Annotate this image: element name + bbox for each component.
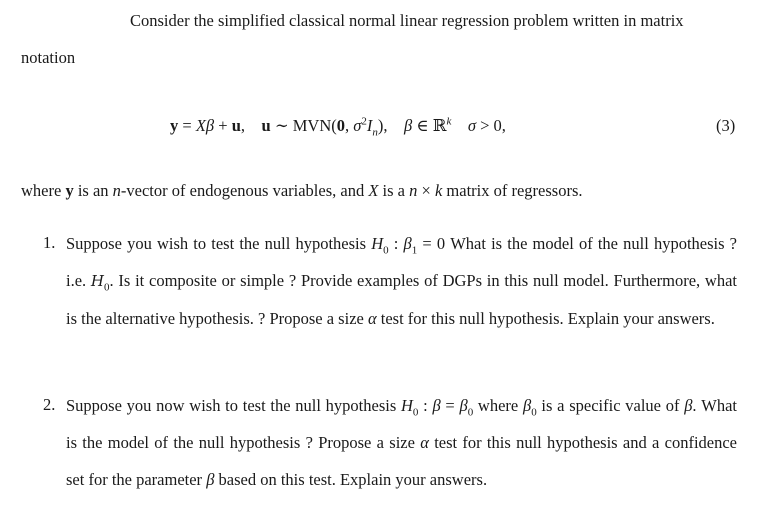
intro-text-line-2: notation <box>21 48 76 67</box>
eq-equals: = <box>178 116 196 135</box>
regression-equation <box>170 115 506 139</box>
q1-t2: What is the model of the null hypothesis ? i.e. <box>66 234 738 290</box>
where-t5: matrix of regressors. <box>442 181 583 200</box>
q2-h-sub: 0 <box>412 406 419 419</box>
q1-alpha: α <box>367 309 377 328</box>
question-1-text <box>66 225 737 337</box>
eq-close: ), <box>377 116 388 135</box>
eq-comma-end: , <box>501 116 506 135</box>
q2-beta: β <box>432 396 441 415</box>
q1-colon: : <box>388 234 404 253</box>
intro-text-line-1: Consider the simplified classical normal linear regression problem written in matrix <box>130 11 684 30</box>
where-t4: is a <box>378 181 410 200</box>
q2-eq: = <box>440 396 460 415</box>
eq-sigma-2: σ <box>467 116 476 135</box>
q1-t4: test for this null hypothesis. Explain your answers. <box>376 309 715 328</box>
eq-reals: ℝ <box>432 116 447 135</box>
q2-t3: is a specific value of <box>536 396 685 415</box>
q2-beta0-sub: 0 <box>467 406 474 419</box>
q2-beta-c: β <box>206 470 215 489</box>
eq-sim: ∼ <box>270 116 293 135</box>
eq-identity: I <box>366 116 373 135</box>
where-x: X <box>368 181 379 200</box>
q2-alpha: α <box>420 433 429 452</box>
q2-t2: where <box>473 396 523 415</box>
q1-beta-sub: 1 <box>411 244 418 257</box>
eq-u-2: u <box>261 116 271 135</box>
equation-number: (3) <box>716 116 736 135</box>
where-times: × <box>417 181 435 200</box>
eq-beta: β <box>205 116 215 135</box>
where-text <box>21 181 583 201</box>
eq-greater: > <box>475 116 494 135</box>
q2-h: H <box>401 396 413 415</box>
where-n: n <box>112 181 121 200</box>
question-2-text <box>66 387 737 498</box>
q1-t1: Suppose you wish to test the null hypothesis <box>66 234 372 253</box>
eq-squared: 2 <box>361 115 367 128</box>
q2-beta0b: β <box>522 396 532 415</box>
eq-k-superscript: k <box>446 115 452 128</box>
q1-t3: . Is it composite or simple ? Provide examples of DGPs in this null model. Furthermore, what is the alternative hypothesis. ? Propose a size <box>66 271 737 328</box>
eq-beta-2: β <box>404 116 413 135</box>
q2-t4: . What is the model of the null hypothesis ? Propose a size <box>66 396 738 452</box>
where-t3: -vector of endogenous variables, and <box>120 181 369 200</box>
q1-eq: = 0 <box>417 234 451 253</box>
eq-comma-1: , <box>240 116 245 135</box>
q1-beta: β <box>403 234 412 253</box>
q1-cal-h: H <box>90 272 105 290</box>
q1-h: H <box>371 234 384 253</box>
q1-cal-h-sub: 0 <box>104 281 110 294</box>
q2-beta-b: β <box>684 396 693 415</box>
eq-y: y <box>170 116 179 135</box>
q2-t6: based on this test. Explain your answers. <box>214 470 488 489</box>
where-t2: is an <box>73 181 113 200</box>
q2-t5: test for this null hypothesis and a confidence set for the parameter <box>66 433 737 489</box>
q2-beta0b-sub: 0 <box>531 406 537 419</box>
eq-comma-in: , <box>345 116 354 135</box>
eq-plus: + <box>214 116 232 135</box>
where-n2: n <box>409 181 418 200</box>
question-2-number: 2. <box>43 395 56 414</box>
eq-zero-vector: 0 <box>336 116 346 135</box>
q2-t1: Suppose you now wish to test the null hypothesis <box>66 396 401 415</box>
eq-mvn: MVN( <box>292 116 337 135</box>
eq-x: X <box>195 116 206 135</box>
eq-n-subscript: n <box>372 126 378 139</box>
eq-zero: 0 <box>493 116 502 135</box>
eq-u: u <box>231 116 241 135</box>
question-1-number: 1. <box>43 233 56 252</box>
eq-in: ∈ <box>412 116 433 135</box>
q1-h-sub: 0 <box>383 244 389 257</box>
q2-beta0: β <box>459 396 468 415</box>
where-k: k <box>434 181 443 200</box>
eq-sigma: σ <box>353 116 362 135</box>
where-y: y <box>65 181 74 200</box>
where-t1: where <box>21 181 66 200</box>
q2-colon: : <box>418 396 433 415</box>
